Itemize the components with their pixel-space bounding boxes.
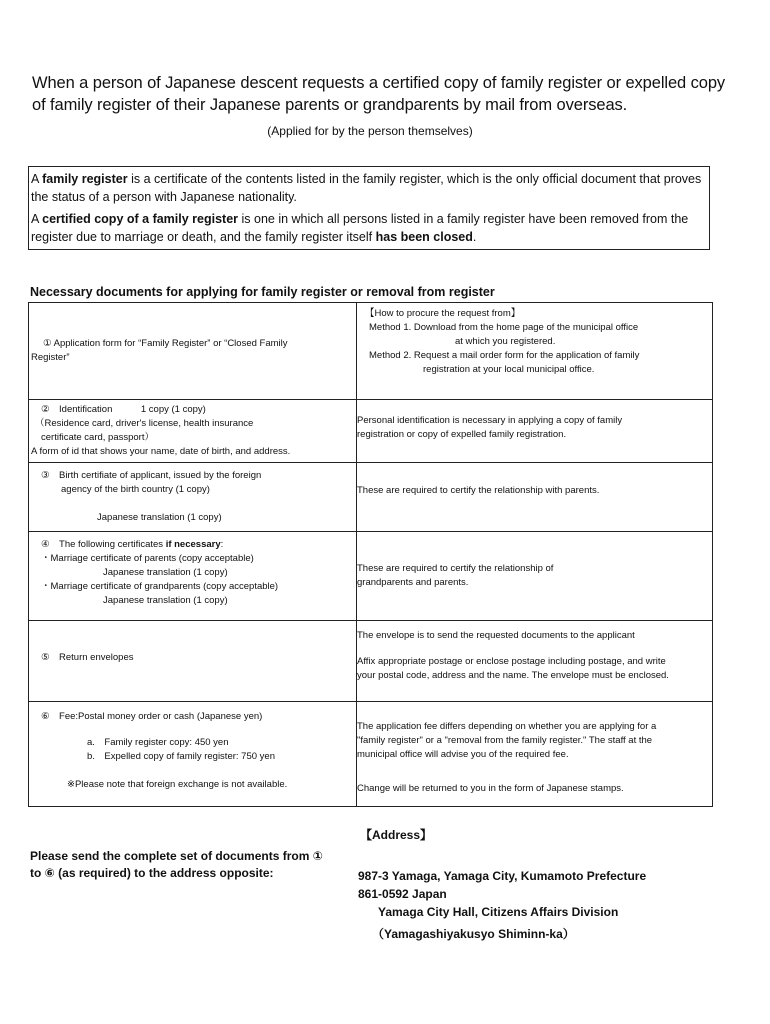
def2-text: is one in which all persons listed in a family register have been removed from the register due to marriage or death, and the family register itself	[31, 212, 689, 244]
identification-note: A form of id that shows your name, date of birth, and address.	[31, 446, 291, 457]
if-necessary-emphasis: if necessary	[165, 539, 221, 550]
row4-right	[357, 532, 713, 621]
marriage-certificate-parents: ・Marriage certificate of parents (copy acceptable)	[41, 553, 254, 564]
send-instruction-line2: to ⑥ (as required) to the address opposite:	[30, 866, 274, 880]
page-title: When a person of Japanese descent requests a certified copy of family register or expelled copy of family register of their Japanese parents or grandparents by mail from overseas.	[32, 74, 726, 114]
def1-term: family register	[42, 172, 128, 186]
fee-item: ⑥ Fee:Postal money order or cash (Japanese yen)	[41, 711, 263, 722]
row6-right	[357, 702, 713, 807]
birth-certificate-desc: These are required to certify the relationship with parents.	[357, 485, 600, 496]
envelope-desc: The envelope is to send the requested documents to the applicant	[357, 630, 635, 641]
fee-desc: The application fee differs depending on whether you are applying for a	[357, 721, 657, 732]
row2-right	[357, 400, 713, 463]
def2-term: certified copy of a family register	[42, 212, 239, 226]
table-row	[29, 702, 713, 807]
identification-desc-cont: registration or copy of expelled family registration.	[357, 429, 567, 440]
row5-left	[29, 621, 357, 702]
table-row	[29, 400, 713, 463]
marriage-certificates-item-text: ④ The following certificates	[41, 539, 166, 550]
table-row	[29, 303, 713, 400]
birth-certificate-translation: Japanese translation (1 copy)	[97, 512, 222, 523]
definition-certified-copy	[31, 210, 706, 246]
envelope-postage-desc-cont: your postal code, address and the name. The envelope must be enclosed.	[357, 670, 669, 681]
marriage-certificates-desc: These are required to certify the relationship of	[357, 563, 554, 574]
send-instruction-line1: Please send the complete set of documents from ①	[30, 849, 323, 863]
fee-desc-cont2: municipal office will advise you of the required fee.	[357, 749, 569, 760]
identification-desc: Personal identification is necessary in applying a copy of family	[357, 415, 623, 426]
application-form-item-cont: Register”	[31, 352, 70, 363]
def2-suffix: .	[472, 230, 477, 244]
procure-method1-cont: at which you registered.	[455, 336, 556, 347]
row2-left	[29, 400, 357, 463]
definition-family-register	[31, 170, 706, 206]
definition-box	[28, 166, 710, 250]
table-row	[29, 463, 713, 532]
table-row	[29, 532, 713, 621]
envelope-postage-desc: Affix appropriate postage or enclose postage including postage, and write	[357, 656, 666, 667]
application-form-item: ① Application form for “Family Register” or “Closed Family	[43, 338, 288, 349]
address-postal: 861-0592 Japan	[358, 887, 447, 901]
birth-certificate-item: ③ Birth certifiate of applicant, issued by the foreign	[41, 470, 262, 481]
page-subtitle: (Applied for by the person themselves)	[267, 124, 473, 138]
fee-desc-cont: "family register" or a "removal from the family register." The staff at the	[357, 735, 653, 746]
row6-left	[29, 702, 357, 807]
address-office-japanese: （Yamagashiyakusyo Shiminn-ka）	[372, 927, 575, 941]
procure-heading: 【How to procure the request from】	[365, 308, 521, 319]
marriage-certificate-grandparents: ・Marriage certificate of grandparents (copy acceptable)	[41, 581, 279, 592]
mailing-address	[358, 867, 646, 943]
procure-method2-cont: registration at your local municipal office.	[423, 364, 595, 375]
marriage-certificates-item	[31, 538, 356, 552]
address-street: 987-3 Yamaga, Yamaga City, Kumamoto Prefecture	[358, 869, 647, 883]
def2-emphasis: has been closed	[375, 230, 473, 244]
marriage-certificates-desc-cont: grandparents and parents.	[357, 577, 469, 588]
row4-left	[29, 532, 357, 621]
address-office: Yamaga City Hall, Citizens Affairs Division	[378, 905, 619, 919]
address-heading: 【Address】	[360, 828, 433, 842]
foreign-exchange-note: ※Please note that foreign exchange is not available.	[67, 779, 288, 790]
identification-examples: （Residence card, driver's license, health insurance	[35, 418, 254, 429]
row3-left	[29, 463, 357, 532]
table-row	[29, 621, 713, 702]
identification-item: ② Identification 1 copy (1 copy)	[41, 404, 206, 415]
marriage-certificate-parents-translation: Japanese translation (1 copy)	[103, 567, 228, 578]
send-instruction	[30, 848, 350, 882]
procure-method2: Method 2. Request a mail order form for the application of family	[369, 350, 640, 361]
procure-method1: Method 1. Download from the home page of the municipal office	[369, 322, 639, 333]
section-title: Necessary documents for applying for family register or removal from register	[30, 285, 495, 299]
def2-prefix: A	[31, 212, 43, 226]
row1-right	[357, 303, 713, 400]
def1-prefix: A	[31, 172, 43, 186]
birth-certificate-item-cont: agency of the birth country (1 copy)	[61, 484, 210, 495]
documents-table	[28, 302, 713, 807]
fee-expelled-copy: b. Expelled copy of family register: 750 yen	[87, 751, 275, 762]
change-returned-note: Change will be returned to you in the form of Japanese stamps.	[357, 783, 624, 794]
row1-left	[29, 303, 357, 400]
row3-right	[357, 463, 713, 532]
identification-examples-cont: certificate card, passport）	[41, 432, 154, 443]
return-envelopes-item: ⑤ Return envelopes	[41, 652, 134, 663]
def1-text: is a certificate of the contents listed in the family register, which is the only official document that proves the status of a person with Japanese nationality.	[31, 172, 702, 204]
row5-right	[357, 621, 713, 702]
marriage-certificate-grandparents-translation: Japanese translation (1 copy)	[103, 595, 228, 606]
fee-family-register: a. Family register copy: 450 yen	[87, 737, 229, 748]
marriage-certificates-item-colon: :	[220, 539, 224, 550]
